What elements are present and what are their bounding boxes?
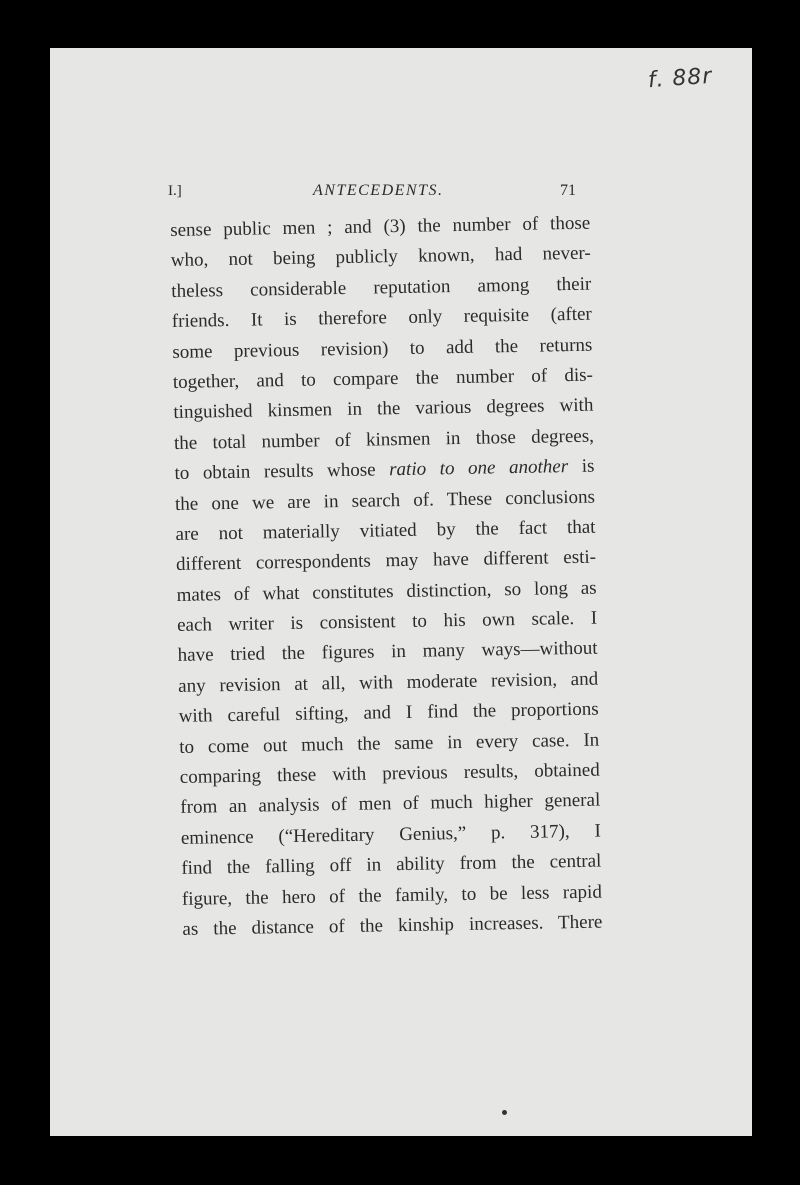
- archive-folio-note: f. 88r: [647, 63, 714, 94]
- text-line: mates of what constitutes distinction, so long as: [176, 577, 597, 606]
- text-line: each writer is consistent to his own scale. I: [176, 607, 598, 637]
- text-line: the one we are in search of. These conclusions: [174, 486, 596, 515]
- running-title: ANTECEDENTS.: [313, 182, 444, 199]
- text-line: some previous revision) to add the returns: [172, 334, 593, 363]
- text-line: to come out much the same in every case. In: [179, 729, 600, 758]
- text-line: figure, the hero of the family, to be less rapid: [181, 881, 603, 910]
- text-line: who, not being publicly known, had never-: [170, 243, 591, 272]
- text-line: different correspondents may have different esti-: [175, 546, 597, 576]
- text-line: to obtain results whose ratio to one another is: [174, 455, 595, 485]
- text-line: are not materially vitiated by the fact that: [175, 516, 596, 545]
- book-page: [50, 48, 752, 1136]
- text-line: eminence (“Hereditary Genius,” p. 317), I: [180, 820, 601, 849]
- text-line: with careful sifting, and I find the proportions: [178, 698, 599, 728]
- ink-speck: [502, 1110, 507, 1115]
- text-line: as the distance of the kinship increases. There: [182, 911, 603, 940]
- body-text: [170, 209, 603, 946]
- running-head: [168, 180, 576, 206]
- page-number: 71: [560, 182, 576, 199]
- text-line: from an analysis of men of much higher general: [180, 790, 601, 819]
- emphasized-phrase: ratio to one another: [389, 456, 569, 481]
- text-line: comparing these with previous results, obtained: [179, 759, 600, 788]
- text-line: find the falling off in ability from the central: [181, 850, 602, 880]
- chapter-number: I.]: [168, 183, 182, 199]
- text-line: theless considerable reputation among their: [171, 273, 592, 302]
- text-line: sense public men ; and (3) the number of those: [170, 212, 591, 241]
- text-line: the total number of kinsmen in those degrees,: [173, 425, 595, 454]
- text-line: together, and to compare the number of dis-: [172, 364, 594, 393]
- text-line: friends. It is therefore only requisite (after: [171, 303, 592, 333]
- text-line: have tried the figures in many ways—without: [177, 638, 598, 667]
- text-line: any revision at all, with moderate revision, and: [178, 668, 599, 697]
- text-line: tinguished kinsmen in the various degrees with: [173, 394, 594, 424]
